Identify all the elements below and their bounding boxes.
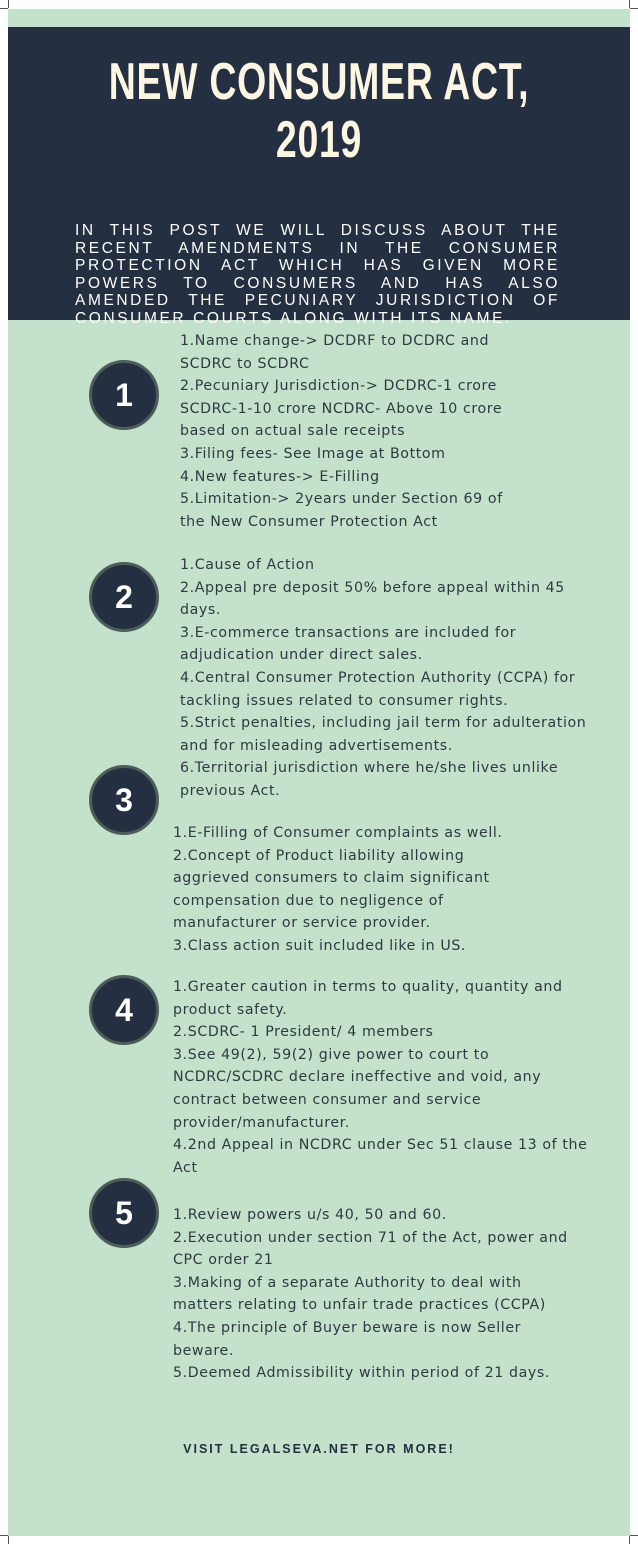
list-item: 1.Greater caution in terms to quality, quantity and bbox=[173, 979, 563, 995]
intro-line: POWERS TO CONSUMERS AND HAS ALSO bbox=[75, 274, 560, 292]
list-item: 5.Limitation-> 2years under Section 69 of bbox=[180, 491, 503, 508]
list-item: contract between consumer and service bbox=[173, 1091, 482, 1108]
list-item: 6.Territorial jurisdiction where he/she lives unlike bbox=[180, 760, 559, 777]
section-number-badge: 1 bbox=[89, 360, 159, 430]
list-item: 4.Central Consumer Protection Authority (CCPA) for bbox=[180, 669, 576, 686]
list-item: 2.Pecuniary Jurisdiction-> DCDRC-1 crore bbox=[180, 378, 497, 395]
footer-cta-link[interactable]: VISIT LEGALSEVA.NET FOR MORE! bbox=[183, 1442, 455, 1456]
crop-mark bbox=[8, 0, 9, 8]
list-item: 5.Strict penalties, including jail term for adulteration bbox=[180, 715, 587, 732]
list-item: 4.2nd Appeal in NCDRC under Sec 51 clause 13 of the bbox=[173, 1137, 588, 1154]
list-item: previous Act. bbox=[180, 782, 281, 799]
list-item: matters relating to unfair trade practices (CCPA) bbox=[173, 1297, 546, 1314]
list-item: 5.Deemed Admissibility within period of 21 days. bbox=[173, 1365, 551, 1382]
list-item: 1.E-Filling of Consumer complaints as well. bbox=[173, 825, 503, 841]
list-item: 2.Appeal pre deposit 50% before appeal within 45 bbox=[180, 579, 565, 596]
section-3-text bbox=[173, 822, 503, 958]
list-item: 2.Concept of Product liability allowing bbox=[173, 847, 465, 864]
section-number-badge: 4 bbox=[89, 975, 159, 1045]
list-item: manufacturer or service provider. bbox=[173, 915, 431, 932]
page-title bbox=[95, 53, 543, 169]
list-item: compensation due to negligence of bbox=[173, 892, 444, 909]
section-number-badge: 5 bbox=[89, 1178, 159, 1248]
list-item: 2.Execution under section 71 of the Act, power and bbox=[173, 1229, 568, 1246]
list-item: the New Consumer Protection Act bbox=[180, 513, 438, 530]
list-item: aggrieved consumers to claim significant bbox=[173, 870, 490, 887]
crop-mark bbox=[0, 8, 8, 9]
list-item: 1.Review powers u/s 40, 50 and 60. bbox=[173, 1207, 447, 1223]
section-2-text bbox=[180, 554, 586, 803]
crop-mark bbox=[629, 1536, 630, 1544]
intro-line: IN THIS POST WE WILL DISCUSS ABOUT THE bbox=[75, 222, 560, 239]
section-1-text bbox=[180, 330, 503, 533]
list-item: 3.Filing fees- See Image at Bottom bbox=[180, 445, 446, 462]
list-item: beware. bbox=[173, 1342, 234, 1359]
list-item: and for misleading advertisements. bbox=[180, 737, 453, 754]
section-4-text bbox=[173, 976, 587, 1179]
header-banner bbox=[8, 27, 630, 327]
section-5-text bbox=[173, 1204, 568, 1385]
infographic-page bbox=[8, 9, 630, 1536]
crop-mark bbox=[8, 1536, 9, 1544]
list-item: 1.Cause of Action bbox=[180, 557, 315, 573]
intro-line: AMENDED THE PECUNIARY JURISDICTION OF bbox=[75, 292, 560, 310]
intro-line: CONSUMER COURTS ALONG WITH ITS NAME. bbox=[75, 309, 512, 327]
list-item: 3.See 49(2), 59(2) give power to court to bbox=[173, 1046, 490, 1063]
list-item: adjudication under direct sales. bbox=[180, 647, 423, 664]
crop-mark bbox=[0, 1535, 8, 1536]
list-item: days. bbox=[180, 602, 221, 619]
list-item: 1.Name change-> DCDRF to DCDRC and bbox=[180, 333, 490, 349]
list-item: 4.The principle of Buyer beware is now Seller bbox=[173, 1319, 522, 1336]
list-item: 3.Class action suit included like in US. bbox=[173, 937, 467, 954]
list-item: provider/manufacturer. bbox=[173, 1114, 350, 1131]
list-item: 3.E-commerce transactions are included for bbox=[180, 624, 517, 641]
title-line-2: 2019 bbox=[275, 111, 363, 169]
list-item: tackling issues related to consumer rights. bbox=[180, 692, 509, 709]
list-item: 2.SCDRC- 1 President/ 4 members bbox=[173, 1024, 434, 1041]
list-item: CPC order 21 bbox=[173, 1252, 274, 1269]
crop-mark bbox=[630, 1535, 638, 1536]
list-item: NCDRC/SCDRC declare ineffective and void, any bbox=[173, 1069, 542, 1086]
list-item: 4.New features-> E-Filling bbox=[180, 468, 380, 485]
intro-text bbox=[75, 222, 560, 328]
list-item: based on actual sale receipts bbox=[180, 423, 406, 440]
list-item: SCDRC to SCDRC bbox=[180, 355, 310, 372]
intro-line: PROTECTION ACT WHICH HAS GIVEN MORE bbox=[75, 257, 560, 275]
title-line-1: NEW CONSUMER ACT, bbox=[108, 53, 530, 111]
list-item: Act bbox=[173, 1159, 198, 1176]
crop-mark bbox=[629, 0, 630, 8]
crop-mark bbox=[630, 8, 638, 9]
list-item: product safety. bbox=[173, 1001, 288, 1018]
section-number-badge: 2 bbox=[89, 562, 159, 632]
section-number-badge: 3 bbox=[89, 765, 159, 835]
intro-line: RECENT AMENDMENTS IN THE CONSUMER bbox=[75, 239, 560, 257]
list-item: 3.Making of a separate Authority to deal with bbox=[173, 1274, 522, 1291]
list-item: SCDRC-1-10 crore NCDRC- Above 10 crore bbox=[180, 400, 503, 417]
